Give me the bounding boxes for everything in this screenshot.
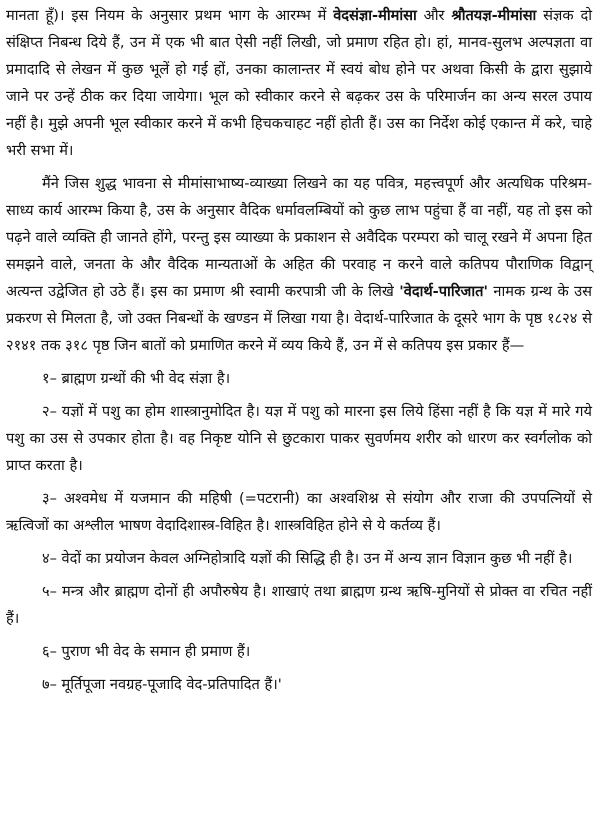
list-item: ७– मूर्तिपूजा नवग्रह-पूजादि वेद-प्रतिपादित हैं।' (42, 676, 282, 693)
bold-term-vedasangya-mimamsa: वेदसंज्ञा-मीमांसा (333, 7, 417, 24)
paragraph-1-text-c: संज्ञक दो संक्षिप्त निबन्ध दिये हैं, उन में एक भी बात ऐसी नहीं लिखी, जो प्रमाण रहित हो। हां, मानव-सुलभ अल्पज्ञता वा प्रमादादि से लेखन में कुछ भूलें हो गई हों, उनका कालान्तर में स्वयं बोध होने पर अथवा किसी के द्वारा सुझाये जाने पर उन्हें ठीक कर दिया जायेगा। भूल को स्वीकार करने से बढ़कर उस के परिमार्जन का अन्य सरल उपाय नहीं है। मुझे अपनी भूल स्वीकार करने में कभी हिचकचाहट नहीं होती हैं। उस का निर्देश कोई एकान्त में करे, चाहे भरी सभा में। (6, 7, 592, 159)
paragraph-2-text-b: नामक ग्रन्थ के उस प्रकरण से मिलता है, जो उक्त निबन्धों के खण्डन में लिखा गया है। वेदार्थ-पारिजात के दूसरे भाग के पृष्ठ १८२४ से २१४१ तक ३१८ पृष्ठ जिन बातों को प्रमाणित करने में व्यय किये हैं, उन में से कतिपय इस प्रकार हैं— (6, 283, 592, 354)
list-item: २– यज्ञों में पशु का होम शास्त्रानुमोदित है। यज्ञ में पशु को मारना इस लिये हिंसा नहीं है कि यज्ञ में मारे गये पशु का उस से उपकार होता है। वह निकृष्ट योनि से छुटकारा पाकर सुवर्णमय शरीर को धारण कर स्वर्गलोक को प्राप्त करता है। (6, 403, 592, 474)
list-item: ४– वेदों का प्रयोजन केवल अग्निहोत्रादि यज्ञों की सिद्धि ही है। उन में अन्य ज्ञान विज्ञान कुछ भी नहीं है। (42, 550, 573, 567)
bold-term-vedartha-parijata: 'वेदार्थ-पारिजात' (399, 283, 488, 300)
list-item: ३– अश्वमेध में यजमान की महिषी (=पटरानी) का अश्वशिश्न से संयोग और राजा की उपपत्नियों से ऋत्विजों का अश्लील भाषण वेदादिशास्त्र-विहित है। शास्त्रविहित होने से ये कर्तव्य हैं। (6, 490, 592, 534)
bold-term-shrautayagya-mimamsa: श्रौतयज्ञ-मीमांसा (451, 7, 537, 24)
paragraph-2 (6, 170, 592, 359)
list-item: ५– मन्त्र और ब्राह्मण दोनों ही अपौरुषेय है। शाखाएं तथा ब्राह्मण ग्रन्थ ऋषि-मुनियों से प्रोक्त वा रचित नहीं हैं। (6, 583, 592, 627)
paragraph-1-text-a: मानता हूँ)। इस नियम के अनुसार प्रथम भाग के आरम्भ में (6, 7, 334, 24)
paragraph-1 (6, 2, 592, 164)
list-item: १– ब्राह्मण ग्रन्थों की भी वेद संज्ञा है। (42, 370, 231, 387)
paragraph-1-text-b: और (416, 7, 452, 24)
list-item: ६– पुराण भी वेद के समान ही प्रमाण हैं। (42, 643, 251, 660)
paragraph-2-text-a: मैंने जिस शुद्ध भावना से मीमांसाभाष्य-व्याख्या लिखने का यह पवित्र, महत्त्वपूर्ण और अत्यधिक परिश्रम-साध्य कार्य आरम्भ किया है, उस के अनुसार वैदिक धर्मावलम्बियों को कुछ लाभ पहुंचा हैं वा नहीं, यह तो इस को पढ़ने वाले व्यक्ति ही जानते होंगे, परन्तु इस व्याख्या के प्रकाशन से अवैदिक परम्परा को चालू रखने में अपना हित समझने वाले, जनता के और वैदिक मान्यताओं के अहित की परवाह न करने वाले कतिपय पौराणिक विद्वान् अत्यन्त उद्वेजित हो उठे हैं। इस का प्रमाण श्री स्वामी करपात्री जी के लिखे (6, 175, 592, 300)
